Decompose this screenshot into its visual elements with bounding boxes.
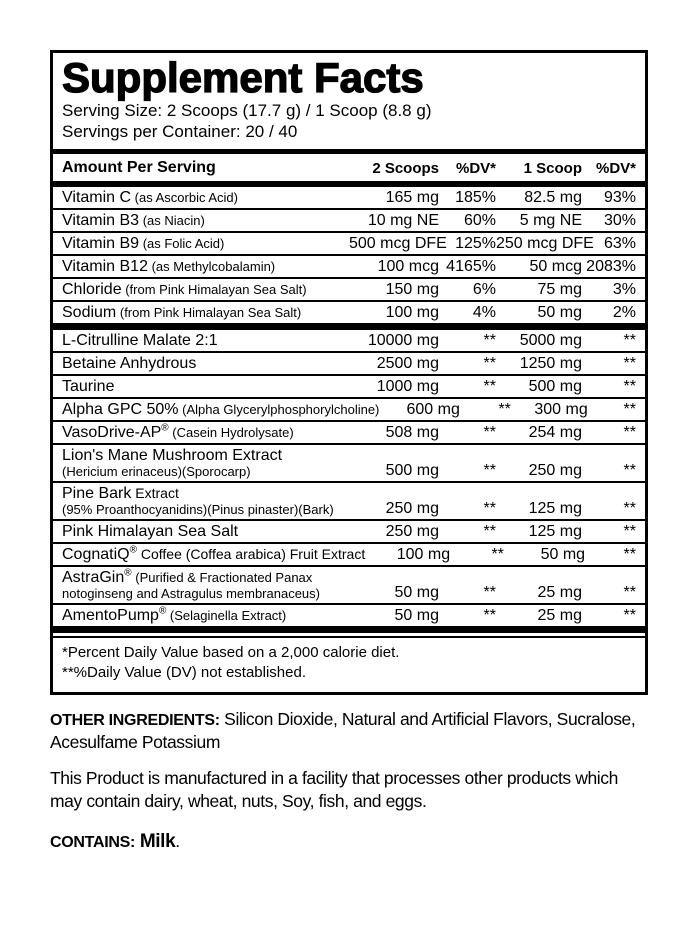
cell-2scoops-amount: 50 mg bbox=[394, 607, 439, 624]
ingredient-name: Lion's Mane Mushroom Extract (Hericium erinaceus)(Sporocarp) bbox=[62, 447, 283, 479]
cell-1scoop-amount: 254 mg bbox=[528, 424, 582, 441]
footnote-not-established: **%Daily Value (DV) not established. bbox=[62, 664, 307, 681]
cell-2scoops-amount: 250 mg bbox=[385, 523, 439, 540]
cell-1scoop-dv: ** bbox=[623, 546, 636, 563]
cell-2scoops-amount: 2500 mg bbox=[376, 355, 439, 372]
cell-1scoop-dv: 93% bbox=[603, 189, 636, 206]
contains-statement bbox=[50, 830, 675, 853]
ingredient-name: Vitamin B9 (as Folic Acid) bbox=[62, 235, 225, 252]
cell-1scoop-dv: ** bbox=[623, 523, 636, 540]
cell-2scoops-dv: ** bbox=[483, 607, 496, 624]
table-row bbox=[53, 519, 645, 542]
cell-2scoops-dv: ** bbox=[483, 378, 496, 395]
cell-1scoop-dv: 63% bbox=[603, 235, 636, 252]
cell-2scoops-dv: ** bbox=[498, 401, 511, 418]
cell-2scoops-dv: 4165% bbox=[446, 258, 496, 275]
facility-notice-line1: This Product is manufactured in a facility that processes other products which bbox=[50, 768, 618, 788]
contains-period: . bbox=[175, 831, 180, 851]
servings-per-container-line: Servings per Container: 20 / 40 bbox=[62, 122, 298, 141]
cell-1scoop-amount: 250 mg bbox=[528, 462, 582, 479]
cell-2scoops-amount: 165 mg bbox=[385, 189, 439, 206]
cell-1scoop-dv: 2% bbox=[612, 304, 636, 321]
cell-1scoop-amount: 1250 mg bbox=[519, 355, 582, 372]
ingredient-name: Alpha GPC 50% (Alpha Glycerylphosphorylcholine) bbox=[62, 401, 380, 418]
other-ingredients-line1: Silicon Dioxide, Natural and Artificial Flavors, Sucralose, bbox=[219, 709, 636, 729]
table-row bbox=[53, 397, 645, 420]
contains-label: CONTAINS: bbox=[50, 834, 135, 851]
table-row bbox=[53, 565, 645, 603]
table-section-vitamins bbox=[53, 187, 645, 323]
cell-2scoops-dv: ** bbox=[483, 500, 496, 517]
ingredient-name: Betaine Anhydrous bbox=[62, 355, 197, 372]
cell-2scoops-dv: 125% bbox=[455, 235, 496, 252]
cell-2scoops-dv: ** bbox=[483, 462, 496, 479]
other-ingredients bbox=[50, 708, 675, 754]
table-row bbox=[53, 542, 645, 565]
supplement-facts-panel bbox=[50, 50, 648, 695]
cell-1scoop-amount: 82.5 mg bbox=[524, 189, 582, 206]
table-row bbox=[53, 330, 645, 351]
table-row bbox=[53, 603, 645, 626]
cell-2scoops-dv: 185% bbox=[455, 189, 496, 206]
ingredient-name: Pine Bark Extract (95% Proanthocyanidins)(Pinus pinaster)(Bark) bbox=[62, 485, 334, 517]
cell-1scoop-amount: 25 mg bbox=[537, 584, 582, 601]
column-amount-per-serving: Amount Per Serving bbox=[62, 159, 216, 176]
table-row bbox=[53, 374, 645, 397]
cell-2scoops-amount: 10000 mg bbox=[367, 332, 439, 349]
table-row bbox=[53, 420, 645, 443]
cell-2scoops-dv: ** bbox=[491, 546, 504, 563]
cell-1scoop-dv: ** bbox=[623, 500, 636, 517]
ingredient-name: Pink Himalayan Sea Salt bbox=[62, 523, 239, 540]
cell-2scoops-dv: ** bbox=[483, 332, 496, 349]
ingredient-name: AmentoPump® (Selaginella Extract) bbox=[62, 605, 287, 624]
cell-1scoop-dv: ** bbox=[623, 462, 636, 479]
cell-1scoop-dv: ** bbox=[623, 378, 636, 395]
facility-notice bbox=[50, 767, 675, 813]
footnote-daily-value: *Percent Daily Value based on a 2,000 calorie diet. bbox=[62, 644, 400, 661]
other-ingredients-label: OTHER INGREDIENTS: bbox=[50, 712, 220, 729]
table-row bbox=[53, 208, 645, 231]
divider-bar bbox=[53, 323, 645, 330]
cell-2scoops-amount: 50 mg bbox=[394, 584, 439, 601]
cell-1scoop-amount: 125 mg bbox=[528, 523, 582, 540]
other-ingredients-line2: Acesulfame Potassium bbox=[50, 732, 220, 752]
cell-1scoop-amount: 125 mg bbox=[528, 500, 582, 517]
cell-1scoop-amount: 50 mg bbox=[537, 304, 582, 321]
cell-1scoop-dv: 30% bbox=[603, 212, 636, 229]
divider-bar bbox=[53, 626, 645, 633]
panel-header bbox=[53, 53, 645, 149]
cell-1scoop-amount: 25 mg bbox=[537, 607, 582, 624]
table-section-actives bbox=[53, 330, 645, 626]
ingredient-name: Taurine bbox=[62, 378, 115, 395]
cell-1scoop-dv: ** bbox=[623, 607, 636, 624]
column-2scoops: 2 Scoops bbox=[372, 160, 439, 177]
cell-1scoop-amount: 250 mcg DFE bbox=[496, 235, 594, 252]
cell-1scoop-amount: 5 mg NE bbox=[519, 212, 582, 229]
cell-2scoops-dv: ** bbox=[483, 355, 496, 372]
ingredient-name: Vitamin B12 (as Methylcobalamin) bbox=[62, 258, 276, 275]
cell-2scoops-amount: 508 mg bbox=[385, 424, 439, 441]
table-row bbox=[53, 300, 645, 323]
cell-2scoops-amount: 10 mg NE bbox=[367, 212, 439, 229]
cell-1scoop-dv: ** bbox=[623, 332, 636, 349]
cell-2scoops-dv: ** bbox=[483, 584, 496, 601]
cell-1scoop-amount: 50 mcg bbox=[529, 258, 582, 275]
cell-1scoop-amount: 75 mg bbox=[537, 281, 582, 298]
table-row bbox=[53, 231, 645, 254]
facility-notice-line2: may contain dairy, wheat, nuts, Soy, fish, and eggs. bbox=[50, 791, 427, 811]
cell-2scoops-amount: 100 mcg bbox=[377, 258, 439, 275]
serving-size-line: Serving Size: 2 Scoops (17.7 g) / 1 Scoop (8.8 g) bbox=[62, 101, 432, 120]
ingredient-name: CognatiQ® Coffee (Coffea arabica) Fruit Extract bbox=[62, 544, 366, 563]
cell-1scoop-dv: ** bbox=[623, 401, 636, 418]
column-dv-1scoop: %DV* bbox=[595, 160, 636, 177]
cell-2scoops-amount: 150 mg bbox=[385, 281, 439, 298]
cell-2scoops-amount: 1000 mg bbox=[376, 378, 439, 395]
supplement-facts-title: Supplement Facts bbox=[62, 54, 424, 101]
footnote-box bbox=[53, 636, 645, 692]
table-row bbox=[53, 443, 645, 481]
table-row bbox=[53, 481, 645, 519]
ingredient-name: Vitamin C (as Ascorbic Acid) bbox=[62, 189, 238, 206]
cell-2scoops-amount: 100 mg bbox=[396, 546, 451, 563]
contains-value: Milk bbox=[135, 831, 176, 852]
cell-1scoop-dv: ** bbox=[623, 584, 636, 601]
column-1scoop: 1 Scoop bbox=[523, 160, 582, 177]
table-row bbox=[53, 351, 645, 374]
ingredient-name: VasoDrive-AP® (Casein Hydrolysate) bbox=[62, 422, 294, 441]
cell-1scoop-dv: 2083% bbox=[586, 258, 636, 275]
cell-1scoop-amount: 5000 mg bbox=[519, 332, 582, 349]
cell-1scoop-dv: ** bbox=[623, 424, 636, 441]
cell-2scoops-amount: 250 mg bbox=[385, 500, 439, 517]
ingredient-name: Sodium (from Pink Himalayan Sea Salt) bbox=[62, 304, 302, 321]
cell-1scoop-amount: 300 mg bbox=[534, 401, 588, 418]
fine-print-section bbox=[50, 708, 675, 853]
table-row bbox=[53, 277, 645, 300]
ingredient-name: AstraGin® (Purified & Fractionated Panax notoginseng and Astragulus membranaceus) bbox=[62, 567, 320, 601]
cell-2scoops-amount: 600 mg bbox=[406, 401, 460, 418]
ingredient-name: Chloride (from Pink Himalayan Sea Salt) bbox=[62, 281, 307, 298]
ingredient-name: Vitamin B3 (as Niacin) bbox=[62, 212, 205, 229]
ingredient-name: L-Citrulline Malate 2:1 bbox=[62, 332, 218, 349]
table-row bbox=[53, 254, 645, 277]
table-row bbox=[53, 187, 645, 208]
cell-2scoops-dv: ** bbox=[483, 424, 496, 441]
cell-1scoop-dv: 3% bbox=[612, 281, 636, 298]
cell-2scoops-amount: 100 mg bbox=[385, 304, 439, 321]
cell-1scoop-amount: 500 mg bbox=[528, 378, 582, 395]
cell-1scoop-dv: ** bbox=[623, 355, 636, 372]
table-header-row bbox=[53, 154, 645, 181]
cell-1scoop-amount: 50 mg bbox=[540, 546, 586, 563]
cell-2scoops-dv: ** bbox=[483, 523, 496, 540]
cell-2scoops-amount: 500 mg bbox=[385, 462, 439, 479]
cell-2scoops-dv: 60% bbox=[463, 212, 496, 229]
cell-2scoops-amount: 500 mcg DFE bbox=[349, 235, 447, 252]
cell-2scoops-dv: 6% bbox=[472, 281, 496, 298]
cell-2scoops-dv: 4% bbox=[472, 304, 496, 321]
column-dv-2scoops: %DV* bbox=[455, 160, 496, 177]
